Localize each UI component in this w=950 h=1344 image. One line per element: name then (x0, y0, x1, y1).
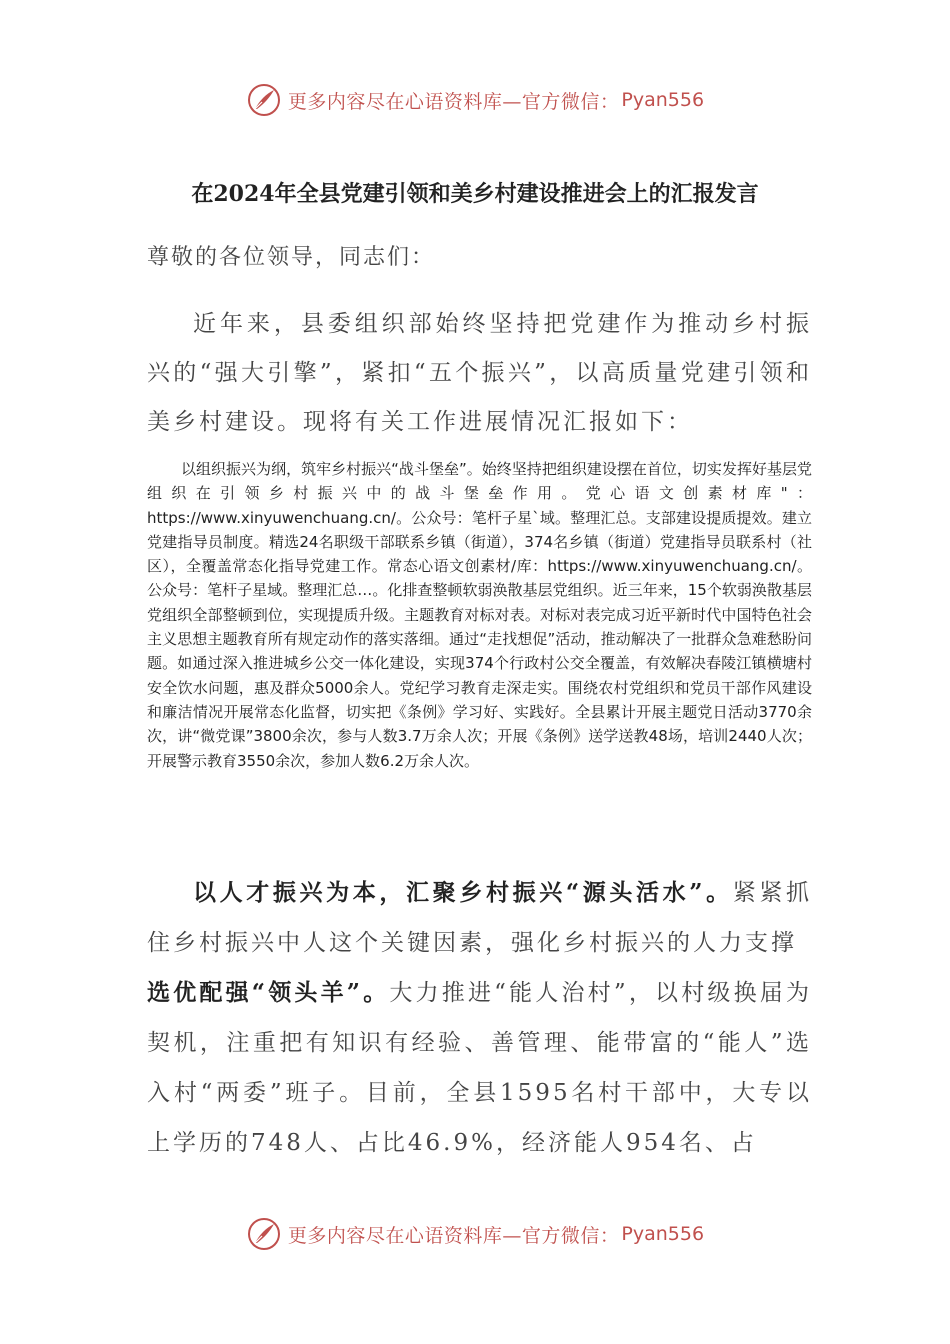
watermark-header (0, 78, 950, 122)
intro-paragraph: 近年来，县委组织部始终坚持把党建作为推动乡村振兴的“强大引擎”，紧扣“五个振兴”，以高质量党建引领和美乡村建设。现将有关工作进展情况汇报如下： (147, 311, 812, 435)
section-2-intro: 紧紧抓住乡村振兴中人这个关键因素，强化乡村振兴的人力支撑 (147, 880, 812, 956)
section-2-paragraph (147, 868, 812, 1168)
watermark-footer (0, 1212, 950, 1256)
quill-pen-icon (246, 1216, 282, 1252)
section-2-heading: 以人才振兴为本，汇聚乡村振兴“源头活水”。 (193, 879, 733, 906)
section-2-subheading: 选优配强“领头羊”。 (147, 979, 390, 1006)
watermark-text: 更多内容尽在心语资料库—官方微信： (287, 90, 620, 113)
quill-pen-icon (246, 82, 282, 118)
document-title: 在2024年全县党建引领和美乡村建设推进会上的汇报发言 (191, 181, 759, 207)
watermark-text: 更多内容尽在心语资料库—官方微信： (287, 1224, 620, 1247)
section-1-paragraph: 以组织振兴为纲，筑牢乡村振兴“战斗堡垒”。始终坚持把组织建设摆在首位，切实发挥好基层党组织在引领乡村振兴中的战斗堡垒作用。党心语文创素材库"：https://www.xinyuwenchuang.cn/。公众号：笔杆子星`域。整理汇总。支部建设提质提效。建立党建指导员制度。精选24名职级干部联系乡镇（街道），374名乡镇（街道）党建指导员联系村（社区），全覆盖常态化指导党建工作。常态心语文创素材/库：https://www.xinyuwenchuang.cn/。公众号：笔杆子星域。整理汇总…。化排查整顿软弱涣散基层党组织。近三年来，15个软弱涣散基层党组织全部整顿到位，实现提质升级。主题教育对标对表。对标对表完成习近平新时代中国特色社会主义思想主题教育所有规定动作的落实落细。通过“走找想促”活动，推动解决了一批群众急难愁盼问题。如通过深入推进城乡公交一体化建设，实现374个行政村公交全覆盖，有效解决春陵江镇横塘村安全饮水问题，惠及群众5000余人。党纪学习教育走深走实。围绕农村党组织和党员干部作风建设和廉洁情况开展常态化监督，切实把《条例》学习好、实践好。全县累计开展主题党日活动3770余次，讲“微党课”3800余次，参与人数3.7万余人次；开展《条例》送学送教48场，培训2440人次；开展警示教育3550余次，参加人数6.2万余人次。 (147, 460, 812, 770)
section-2-body: 大力推进“能人治村”，以村级换届为契机，注重把有知识有经验、善管理、能带富的“能人”选入村“两委”班子。目前，全县1595名村干部中，大专以上学历的748人、占比46.9%，经济能人954名、占 (147, 980, 812, 1156)
salutation: 尊敬的各位领导，同志们： (147, 245, 436, 270)
watermark-wechat-id: Pyan556 (621, 89, 705, 111)
watermark-wechat-id: Pyan556 (621, 1223, 705, 1245)
